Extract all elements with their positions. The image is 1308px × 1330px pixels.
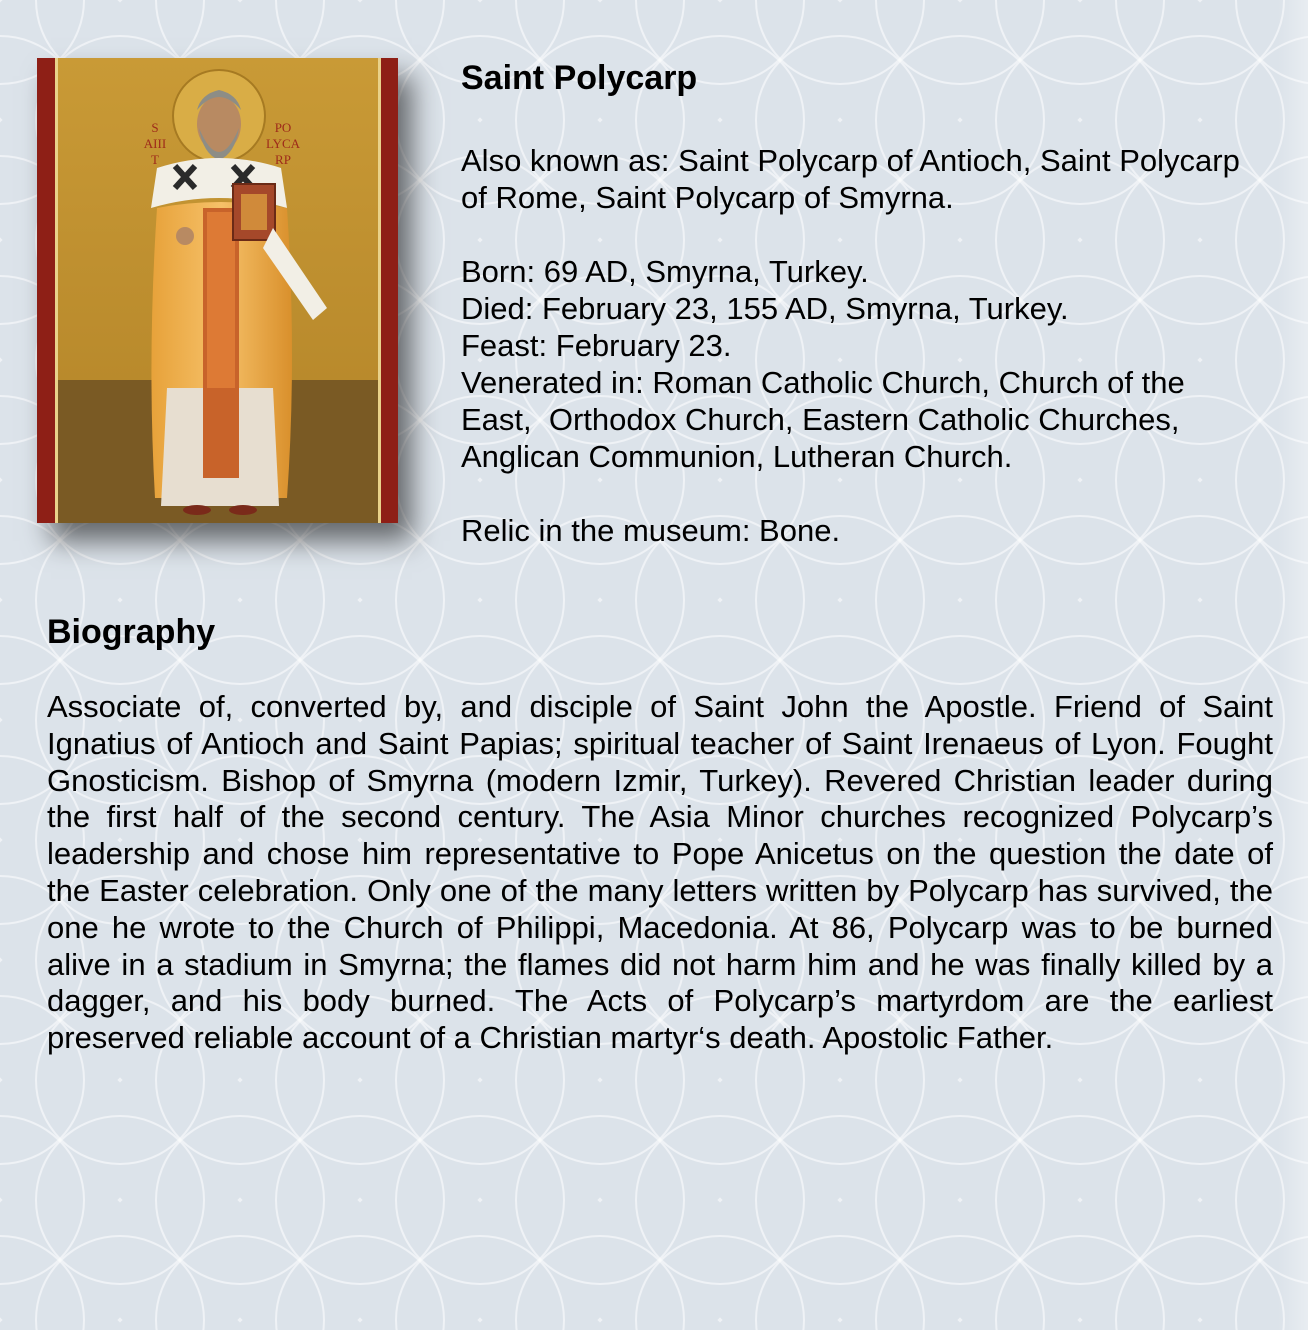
right-edge-highlight [1278, 0, 1308, 1330]
svg-text:RP: RP [275, 152, 291, 167]
also-known-as: Also known as: Saint Polycarp of Antioch, Saint Polycarp of Rome, Saint Polycarp of Smyrna. [461, 143, 1249, 215]
svg-text:LYCA: LYCA [265, 136, 301, 151]
svg-text:AIII: AIII [143, 136, 167, 151]
relic-line: Relic in the museum: Bone. [461, 513, 841, 548]
saint-icon-image [37, 58, 398, 523]
saint-info [461, 58, 1251, 549]
died-line: Died: February 23, 155 AD, Smyrna, Turkey. [461, 291, 1069, 326]
svg-text:S: S [151, 120, 159, 135]
biography-heading: Biography [47, 613, 216, 651]
svg-text:T: T [151, 152, 159, 167]
spacer [461, 475, 1251, 512]
spacer [461, 216, 1251, 253]
feast-line: Feast: February 23. [461, 328, 732, 363]
venerated-in-line: Venerated in: Roman Catholic Church, Church of the East, Orthodox Church, Eastern Catholic Churches, Anglican Communion, Lutheran Church. [461, 365, 1194, 474]
saint-name-title: Saint Polycarp [461, 59, 698, 97]
born-line: Born: 69 AD, Smyrna, Turkey. [461, 254, 869, 289]
svg-text:PO: PO [274, 120, 292, 135]
biography-text: Associate of, converted by, and disciple of Saint John the Apostle. Friend of Saint Ignatius of Antioch and Saint Papias; spiritual teacher of Saint Irenaeus of Lyon. Fought Gnosticism. Bishop of Smyrna (modern Izmir, Turkey). Revered Christian leader during the first half of the second century. The Asia Minor churches recognized Polycarp’s leadership and chose him representative to Pope Anicetus on the question the date of the Easter celebration. Only one of the many letters written by Polycarp has survived, the one he wrote to the Church of Philippi, Macedonia. At 86, Polycarp was to be burned alive in a stadium in Smyrna; the flames did not harm him and he was finally killed by a dagger, and his body burned. The Acts of Polycarp’s martyrdom are the earliest preserved reliable account of a Christian martyr‘s death. Apostolic Father. [47, 689, 1273, 1056]
